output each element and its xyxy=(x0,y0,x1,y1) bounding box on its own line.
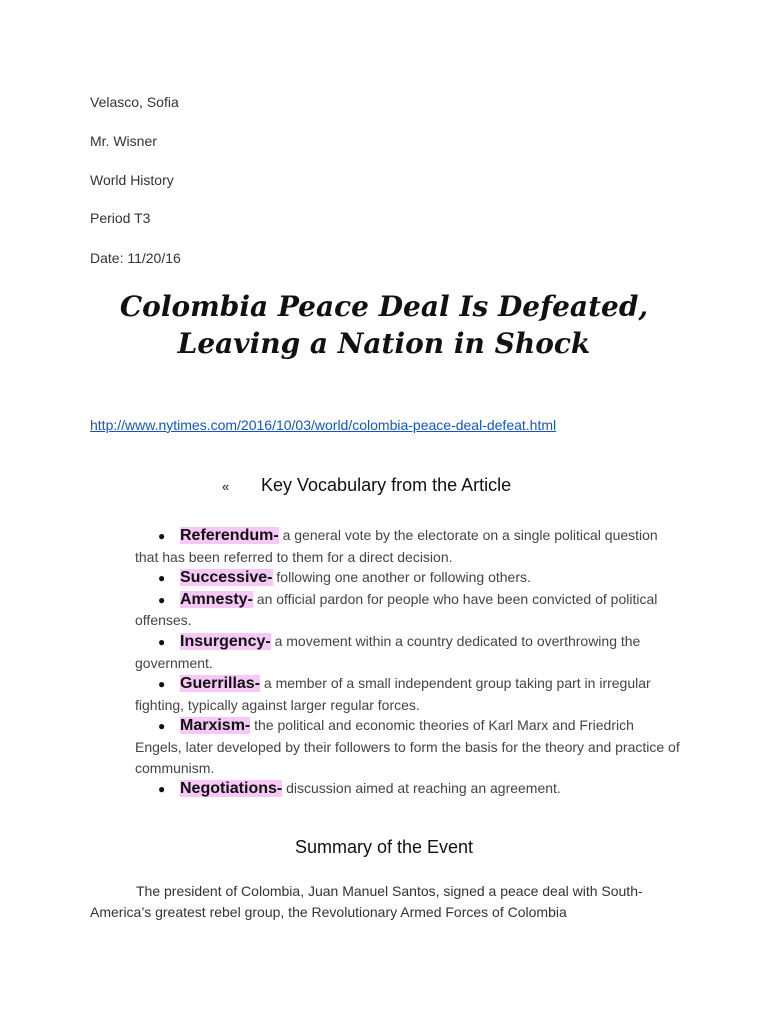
bullet-icon: ● xyxy=(158,571,166,586)
article-title-line-2: Leaving a Nation in Shock xyxy=(177,327,591,360)
teacher-name: Mr. Wisner xyxy=(90,133,157,149)
quote-mark-icon: « xyxy=(222,479,230,494)
bullet-icon: ● xyxy=(158,634,166,649)
student-name: Velasco, Sofia xyxy=(90,94,179,110)
bullet-icon: ● xyxy=(158,719,166,734)
list-item xyxy=(135,567,680,589)
vocab-term: Guerrillas- xyxy=(180,675,261,693)
summary-heading: Summary of the Event xyxy=(294,837,474,857)
list-item xyxy=(135,631,680,673)
vocab-term: Amnesty- xyxy=(180,590,253,608)
vocab-heading-text: Key Vocabulary from the Article xyxy=(261,475,512,495)
bullet-icon: ● xyxy=(158,782,166,797)
list-item xyxy=(135,778,680,800)
vocab-definition: an official pardon for people who have been convicted of political offenses. xyxy=(135,590,658,629)
vocab-term: Insurgency- xyxy=(180,632,271,650)
vocab-definition: discussion aimed at reaching an agreement. xyxy=(282,780,561,797)
vocab-definition: a movement within a country dedicated to overthrowing the government. xyxy=(135,632,641,671)
vocab-term: Negotiations- xyxy=(180,780,283,798)
class-period: Period T3 xyxy=(90,210,151,226)
vocab-term: Referendum- xyxy=(180,527,279,544)
bullet-icon: ● xyxy=(158,529,166,543)
vocab-term: Marxism- xyxy=(180,717,251,735)
list-item xyxy=(135,589,680,631)
bullet-icon: ● xyxy=(158,677,166,692)
bullet-icon: ● xyxy=(158,592,166,607)
article-link[interactable]: http://www.nytimes.com/2016/10/03/world/colombia-peace-deal-defeat.html xyxy=(90,417,557,433)
date: Date: 11/20/16 xyxy=(90,250,181,266)
vocab-definition: following one another or following others. xyxy=(272,569,531,586)
list-item xyxy=(135,715,680,778)
article-title-line-1: Colombia Peace Deal Is Defeated, xyxy=(119,290,649,323)
vocab-definition: a member of a small independent group taking part in irregular fighting, typically against larger regular forces. xyxy=(135,675,651,713)
subject: World History xyxy=(90,172,174,188)
list-item xyxy=(135,673,680,715)
summary-paragraph: The president of Colombia, Juan Manuel Santos, signed a peace deal with South-America’s greatest rebel group, the Revolutionary Armed Forces of Colombia xyxy=(90,883,643,920)
vocab-list xyxy=(135,525,680,800)
list-item xyxy=(135,525,680,567)
vocab-definition: the political and economic theories of Karl Marx and Friedrich Engels, later developed by their followers to form the basis for the theory and practice of communism. xyxy=(135,717,680,776)
vocab-term: Successive- xyxy=(180,569,273,587)
vocab-definition: a general vote by the electorate on a single political question that has been referred to them for a direct decision. xyxy=(135,527,658,565)
